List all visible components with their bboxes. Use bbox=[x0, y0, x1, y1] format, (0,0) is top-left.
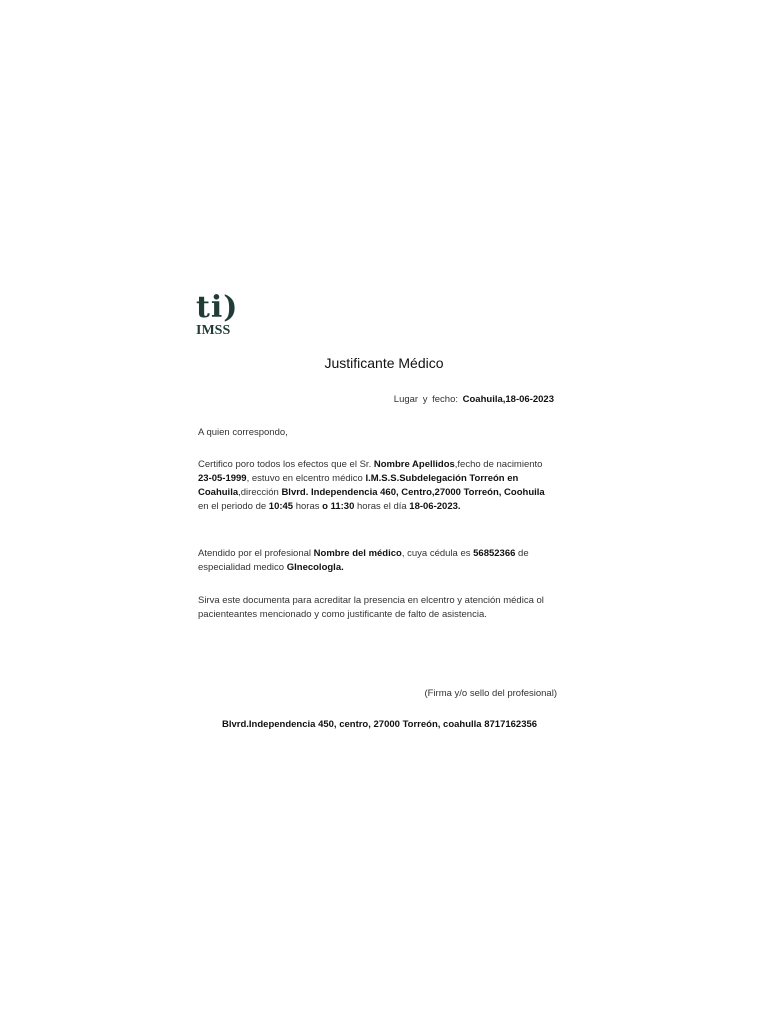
p2-text-3: de especialidad medico bbox=[198, 548, 529, 573]
signature-line: (Firma y/o sello del profesional) bbox=[424, 688, 557, 699]
p1-text-2: ,fecho de nacimiento bbox=[454, 459, 543, 470]
time-conjunction: o bbox=[322, 501, 328, 512]
imss-logo-text: IMSS bbox=[196, 323, 231, 338]
center-address: Blvrd. Independencia 460, Centro,27000 Torreón, Coohuila bbox=[281, 487, 545, 498]
birth-date: 23-05-1999 bbox=[198, 473, 247, 484]
imss-logo bbox=[196, 292, 256, 338]
doctor-name: Nombre del médico bbox=[313, 548, 402, 559]
medical-center: I.M.S.S.Subdelegación Torreón en Coahuila bbox=[198, 473, 519, 498]
end-time: 11:30 bbox=[330, 501, 355, 512]
p1-text-3: , estuvo en elcentro médico bbox=[246, 473, 366, 484]
start-time: 10:45 bbox=[268, 501, 294, 512]
doctor-specialty: GInecologla. bbox=[286, 562, 344, 573]
certification-paragraph bbox=[198, 458, 548, 514]
p1-text-4: ,dirección bbox=[238, 487, 282, 498]
p1-text-5: en el periodo de bbox=[198, 501, 269, 512]
place-date-line bbox=[394, 394, 554, 405]
patient-name: Nombre Apellidos bbox=[373, 459, 455, 470]
document-title: Justificante Médico bbox=[324, 355, 444, 371]
imss-logo-mark: ti) bbox=[196, 290, 239, 325]
p2-text-2: , cuya cédula es bbox=[401, 548, 474, 559]
p1-text-8: horas el día bbox=[354, 501, 410, 512]
footer-address: Blvrd.Independencia 450, centro, 27000 Torreón, coahulla 8717162356 bbox=[222, 719, 538, 730]
p1-text-1: Certifico poro todos los efectos que el Sr. bbox=[198, 459, 374, 470]
place-date-value: Coahuila,18-06-2023 bbox=[462, 394, 554, 405]
p2-text-1: Atendido por el profesional bbox=[198, 548, 314, 559]
p1-text-6: horas bbox=[293, 501, 323, 512]
attendance-date: 18-06-2023. bbox=[409, 501, 461, 512]
greeting: A quien correspondo, bbox=[198, 427, 288, 438]
doctor-paragraph bbox=[198, 547, 548, 575]
place-date-label: Lugar y fecho: bbox=[393, 394, 458, 405]
purpose-paragraph: Sirva este documenta para acreditar la presencia en elcentro y atención médica ol pacienteantes mencionado y como justificante de falto de asistencia. bbox=[198, 595, 544, 620]
doctor-cedula: 56852366 bbox=[473, 548, 516, 559]
